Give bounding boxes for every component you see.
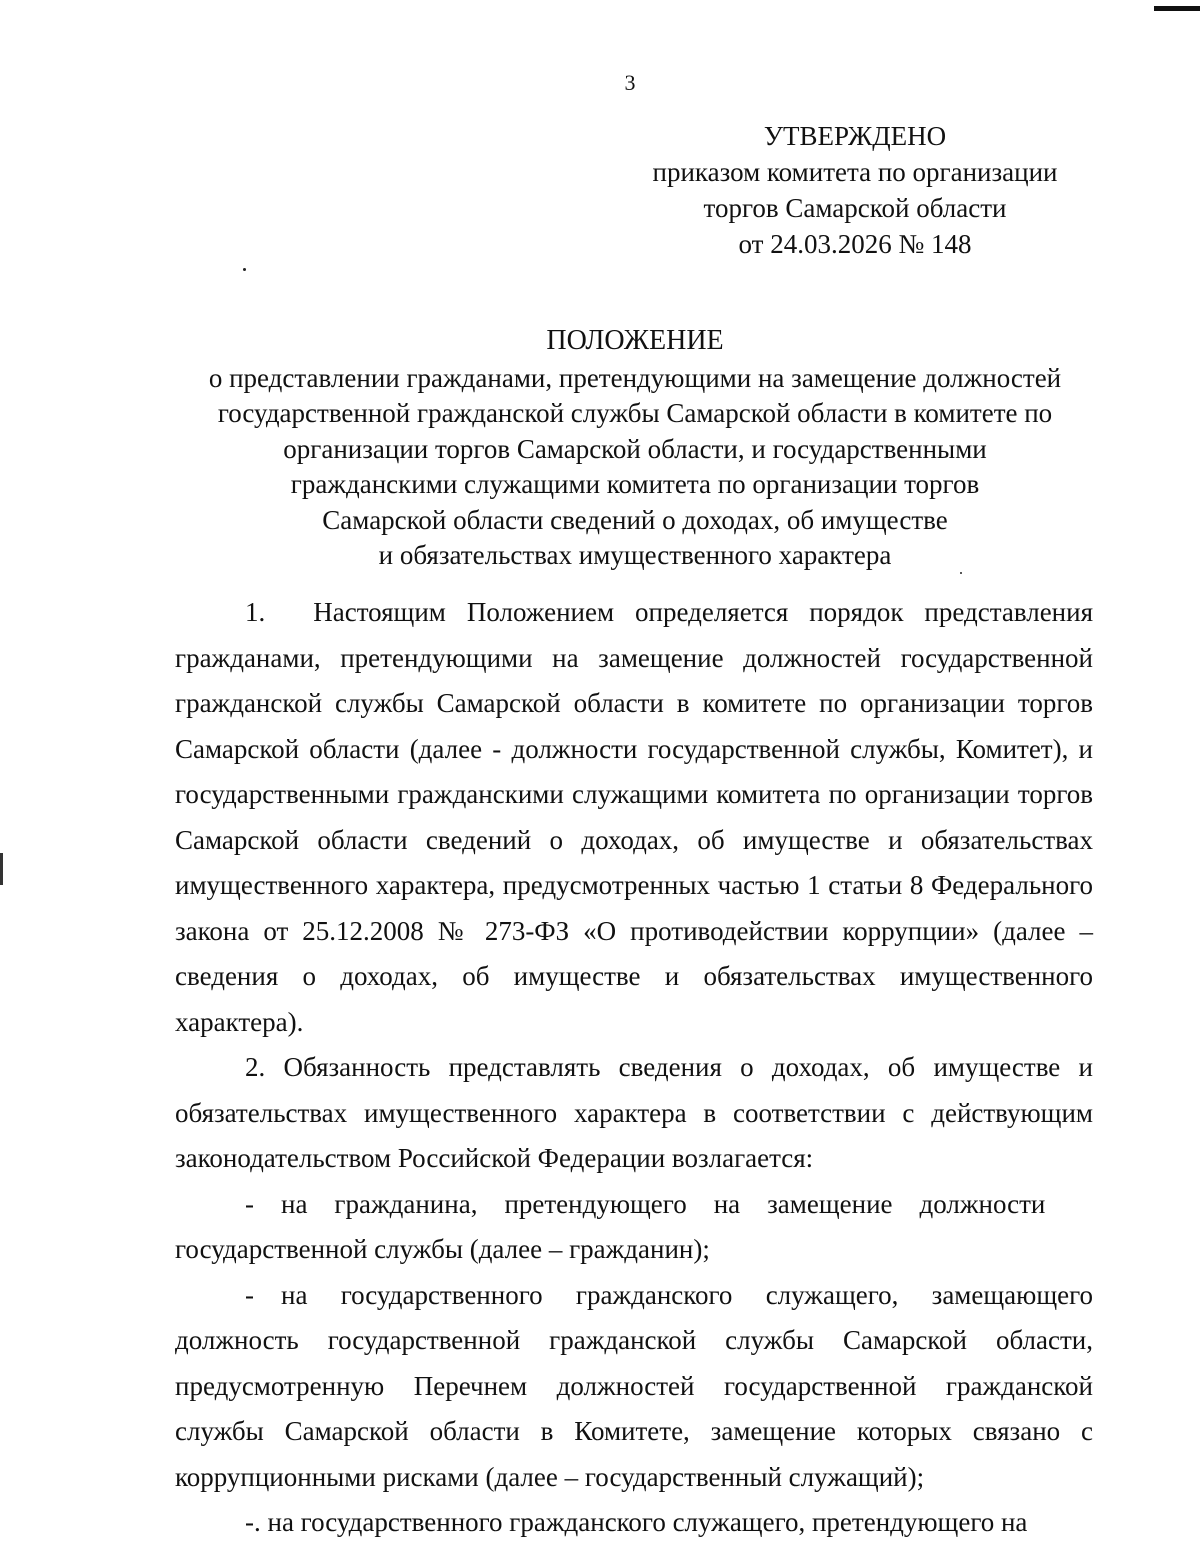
scan-edge-mark xyxy=(1154,6,1200,11)
list-item-civil-servant: - на государственного гражданского служащего, замещающего должность государственной гражданской службы Самарской области, предусмотренную Перечнем должностей государственной гражданской службы Самарской области в Комитете, замещение которых связано с коррупционными рисками (далее – государственный служащий); xyxy=(175,1279,1093,1492)
approval-line: приказом комитета по организации xyxy=(652,157,1058,187)
document-heading xyxy=(120,323,1150,574)
document-title: ПОЛОЖЕНИЕ xyxy=(546,325,724,356)
scan-speck xyxy=(243,268,246,271)
heading-line: государственной гражданской службы Самарской области в комитете по xyxy=(217,398,1053,428)
heading-line: гражданскими служащими комитета по организации торгов xyxy=(290,469,980,499)
heading-line: Самарской области сведений о доходах, об имуществе xyxy=(322,504,948,535)
list-item-candidate-servant: -. на государственного гражданского служащего, претендующего на xyxy=(245,1507,1028,1537)
approval-title: УТВЕРЖДЕНО xyxy=(763,121,947,151)
paragraph-2: 2. Обязанность представлять сведения о доходах, об имуществе и обязательствах имущественного характера в соответствии с действующим законодательством Российской Федерации возлагается: xyxy=(175,1052,1093,1173)
approval-date: от 24.03.2026 № 148 xyxy=(738,229,972,259)
heading-line: организации торгов Самарской области, и государственными xyxy=(283,433,987,464)
list-item-citizen: - на гражданина, претендующего на замещение должности государственной службы (далее – гражданин); xyxy=(175,1188,1046,1264)
document-body xyxy=(175,590,1093,1546)
heading-line: и обязательствах имущественного характера xyxy=(378,540,892,570)
page-number: 3 xyxy=(624,70,636,95)
approval-line: торгов Самарской области xyxy=(703,193,1007,223)
approval-block xyxy=(620,118,1090,262)
heading-line: о представлении гражданами, претендующими на замещение должностей xyxy=(208,362,1062,393)
paragraph-1: 1. Настоящим Положением определяется порядок представления гражданами, претендующими на замещение должностей государственной гражданской службы Самарской области в комитете по организации торгов Самарской области (далее - должности государственной службы, Комитет), и государственными гражданскими служащими комитета по организации торгов Самарской области сведений о доходах, об имуществе и обязательствах имущественного характера, предусмотренных частью 1 статьи 8 Федерального закона от 25.12.2008 № 273-ФЗ «О противодействии коррупции» (далее – сведения о доходах, об имуществе и обязательствах имущественного характера). xyxy=(175,597,1093,1037)
scan-edge-mark-left xyxy=(0,853,3,885)
